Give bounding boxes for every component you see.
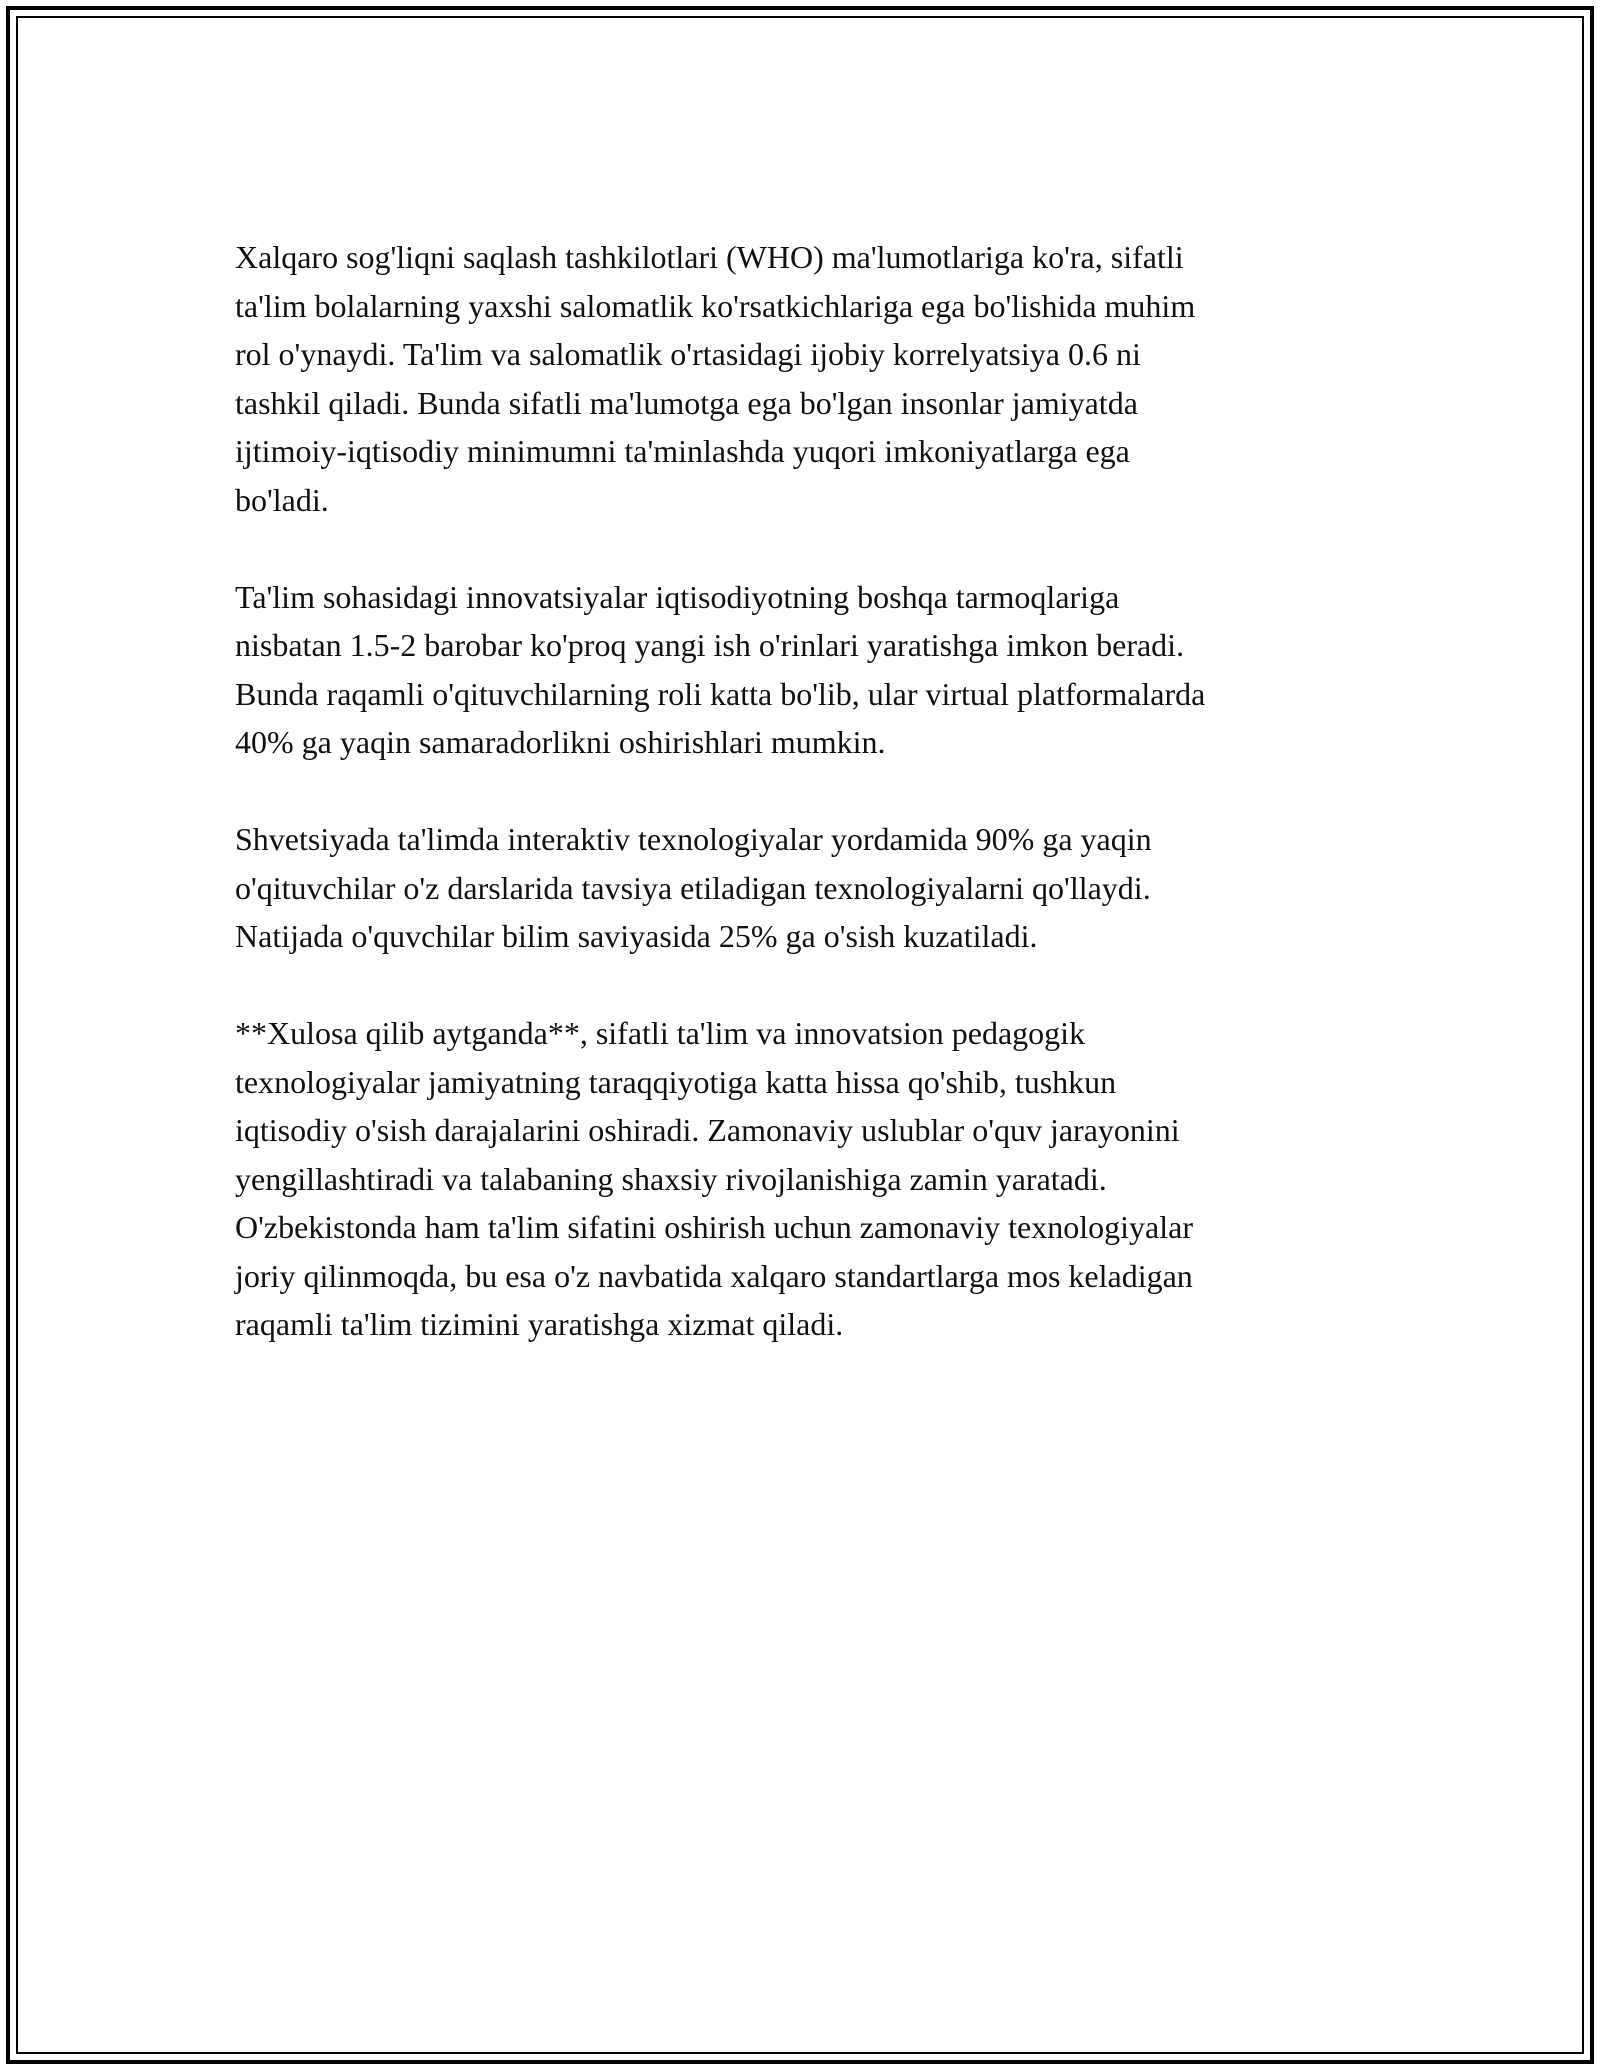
text-line: Shvetsiyada ta'limda interaktiv texnologiyalar yordamida 90% ga yaqin	[235, 821, 1152, 857]
text-line: O'zbekistonda ham ta'lim sifatini oshirish uchun zamonaviy texnologiyalar	[235, 1209, 1193, 1245]
text-line: raqamli ta'lim tizimini yaratishga xizmat qiladi.	[235, 1306, 844, 1342]
paragraph-who-education-health	[235, 233, 1365, 524]
text-line: o'qituvchilar o'z darslarida tavsiya etiladigan texnologiyalarni qo'llaydi.	[235, 869, 1151, 906]
text-line: rol o'ynaydi. Ta'lim va salomatlik o'rtasidagi ijobiy korrelyatsiya 0.6 ni	[235, 336, 1141, 372]
text-line: ta'lim bolalarning yaxshi salomatlik ko'rsatkichlariga ega bo'lishida muhim	[235, 287, 1196, 324]
document-body	[235, 233, 1365, 1397]
text-line: yengillashtiradi va talabaning shaxsiy rivojlanishiga zamin yaratadi.	[235, 1160, 1107, 1197]
text-line: Xalqaro sog'liqni saqlash tashkilotlari (WHO) ma'lumotlariga ko'ra, sifatli	[235, 239, 1184, 275]
paragraph-education-innovation	[235, 573, 1365, 767]
text-line: joriy qilinmoqda, bu esa o'z navbatida xalqaro standartlarga mos keladigan	[235, 1257, 1193, 1294]
text-line: Natijada o'quvchilar bilim saviyasida 25% ga o'sish kuzatiladi.	[235, 918, 1038, 954]
text-line: nisbatan 1.5-2 barobar ko'proq yangi ish o'rinlari yaratishga imkon beradi.	[235, 627, 1185, 663]
text-line: texnologiyalar jamiyatning taraqqiyotiga katta hissa qo'shib, tushkun	[235, 1063, 1117, 1100]
text-line: Bunda raqamli o'qituvchilarning roli katta bo'lib, ular virtual platformalarda	[235, 675, 1206, 712]
text-line: tashkil qiladi. Bunda sifatli ma'lumotga ega bo'lgan insonlar jamiyatda	[235, 384, 1138, 421]
text-line: ijtimoiy-iqtisodiy minimumni ta'minlashda yuqori imkoniyatlarga ega	[235, 433, 1130, 469]
text-line: Ta'lim sohasidagi innovatsiyalar iqtisodiyotning boshqa tarmoqlariga	[235, 578, 1120, 615]
text-line: **Xulosa qilib aytganda**, sifatli ta'lim va innovatsion pedagogik	[235, 1015, 1086, 1051]
text-line: bo'ladi.	[235, 481, 329, 518]
text-line: 40% ga yaqin samaradorlikni oshirishlari mumkin.	[235, 724, 886, 760]
text-line: iqtisodiy o'sish darajalarini oshiradi. Zamonaviy uslublar o'quv jarayonini	[235, 1112, 1180, 1148]
paragraph-conclusion	[235, 1009, 1365, 1349]
paragraph-sweden-technology	[235, 815, 1365, 961]
